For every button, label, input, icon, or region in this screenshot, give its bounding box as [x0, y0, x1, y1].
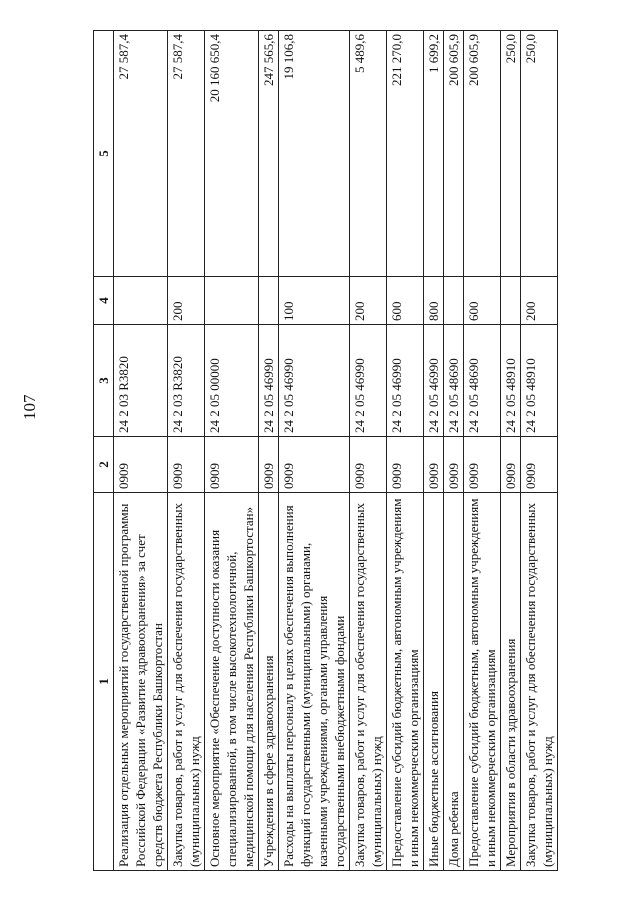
row-name: Предоставление субсидий бюджетным, автономным учреждениям и иным некоммерческим организациям — [387, 493, 424, 871]
row-name: Закупка товаров, работ и услуг для обеспечения государственных (муниципальных) нужд — [521, 493, 558, 871]
row-name: Реализация отдельных мероприятий государственной программы Российской Федерации «Развитие здравоохранения» за счет средств бюджета Республики Башкортостан — [114, 493, 168, 871]
row-vr — [259, 277, 279, 325]
row-csr: 24 2 05 00000 — [205, 325, 259, 437]
row-csr: 24 2 05 46990 — [279, 325, 350, 437]
row-name: Закупка товаров, работ и услуг для обеспечения государственных (муниципальных) нужд — [168, 493, 205, 871]
table-row — [350, 31, 387, 871]
row-vr: 600 — [387, 277, 424, 325]
row-name: Закупка товаров, работ и услуг для обеспечения государственных (муниципальных) нужд — [350, 493, 387, 871]
row-csr: 24 2 05 46990 — [387, 325, 424, 437]
table-row — [501, 31, 521, 871]
table-row — [424, 31, 444, 871]
row-csr: 24 2 05 48690 — [464, 325, 501, 437]
row-code: 0909 — [387, 437, 424, 493]
row-sum: 1 699,2 — [424, 31, 444, 277]
header-row — [94, 31, 114, 871]
row-vr: 800 — [424, 277, 444, 325]
row-vr — [205, 277, 259, 325]
header-col-1: 1 — [94, 493, 114, 871]
header-col-3: 3 — [94, 325, 114, 437]
row-sum: 20 160 650,4 — [205, 31, 259, 277]
table-row — [114, 31, 168, 871]
row-vr: 200 — [521, 277, 558, 325]
rotated-table-container — [93, 31, 555, 871]
row-sum: 250,0 — [521, 31, 558, 277]
row-csr: 24 2 03 R3820 — [114, 325, 168, 437]
row-vr — [501, 277, 521, 325]
row-code: 0909 — [350, 437, 387, 493]
row-sum: 5 489,6 — [350, 31, 387, 277]
row-code: 0909 — [521, 437, 558, 493]
row-name: Основное мероприятие «Обеспечение доступности оказания специализированной, в том числе высокотехнологичной, медицинской помощи для населения Республики Башкортостан» — [205, 493, 259, 871]
table-row — [387, 31, 424, 871]
header-col-5: 5 — [94, 31, 114, 277]
row-name: Расходы на выплаты персоналу в целях обеспечения выполнения функций государственными (муниципальными) органами, казенными учреждениями, органами управления государственными внебюджетными фондами — [279, 493, 350, 871]
header-col-4: 4 — [94, 277, 114, 325]
row-code: 0909 — [501, 437, 521, 493]
row-name: Мероприятия в области здравоохранения — [501, 493, 521, 871]
row-code: 0909 — [464, 437, 501, 493]
row-sum: 27 587,4 — [114, 31, 168, 277]
row-csr: 24 2 03 R3820 — [168, 325, 205, 437]
header-col-2: 2 — [94, 437, 114, 493]
row-code: 0909 — [424, 437, 444, 493]
row-vr: 200 — [168, 277, 205, 325]
table-row — [205, 31, 259, 871]
row-csr: 24 2 05 48690 — [444, 325, 464, 437]
row-name: Иные бюджетные ассигнования — [424, 493, 444, 871]
row-name: Предоставление субсидий бюджетным, автономным учреждениям и иным некоммерческим организациям — [464, 493, 501, 871]
table-row — [464, 31, 501, 871]
row-vr — [114, 277, 168, 325]
row-code: 0909 — [279, 437, 350, 493]
row-vr: 100 — [279, 277, 350, 325]
row-code: 0909 — [444, 437, 464, 493]
row-code: 0909 — [114, 437, 168, 493]
row-code: 0909 — [205, 437, 259, 493]
table-row — [259, 31, 279, 871]
row-sum: 200 605,9 — [444, 31, 464, 277]
row-name: Дома ребенка — [444, 493, 464, 871]
row-csr: 24 2 05 46990 — [350, 325, 387, 437]
table-row — [279, 31, 350, 871]
row-sum: 200 605,9 — [464, 31, 501, 277]
row-csr: 24 2 05 48910 — [521, 325, 558, 437]
row-csr: 24 2 05 46990 — [424, 325, 444, 437]
table-row — [521, 31, 558, 871]
table-row — [168, 31, 205, 871]
row-vr — [444, 277, 464, 325]
row-code: 0909 — [259, 437, 279, 493]
row-csr: 24 2 05 46990 — [259, 325, 279, 437]
page-number: 107 — [20, 394, 39, 420]
table-row — [444, 31, 464, 871]
row-code: 0909 — [168, 437, 205, 493]
row-vr: 600 — [464, 277, 501, 325]
budget-table — [93, 30, 558, 871]
row-name: Учреждения в сфере здравоохранения — [259, 493, 279, 871]
row-vr: 200 — [350, 277, 387, 325]
row-sum: 27 587,4 — [168, 31, 205, 277]
row-csr: 24 2 05 48910 — [501, 325, 521, 437]
row-sum: 247 565,6 — [259, 31, 279, 277]
row-sum: 19 106,8 — [279, 31, 350, 277]
row-sum: 250,0 — [501, 31, 521, 277]
row-sum: 221 270,0 — [387, 31, 424, 277]
